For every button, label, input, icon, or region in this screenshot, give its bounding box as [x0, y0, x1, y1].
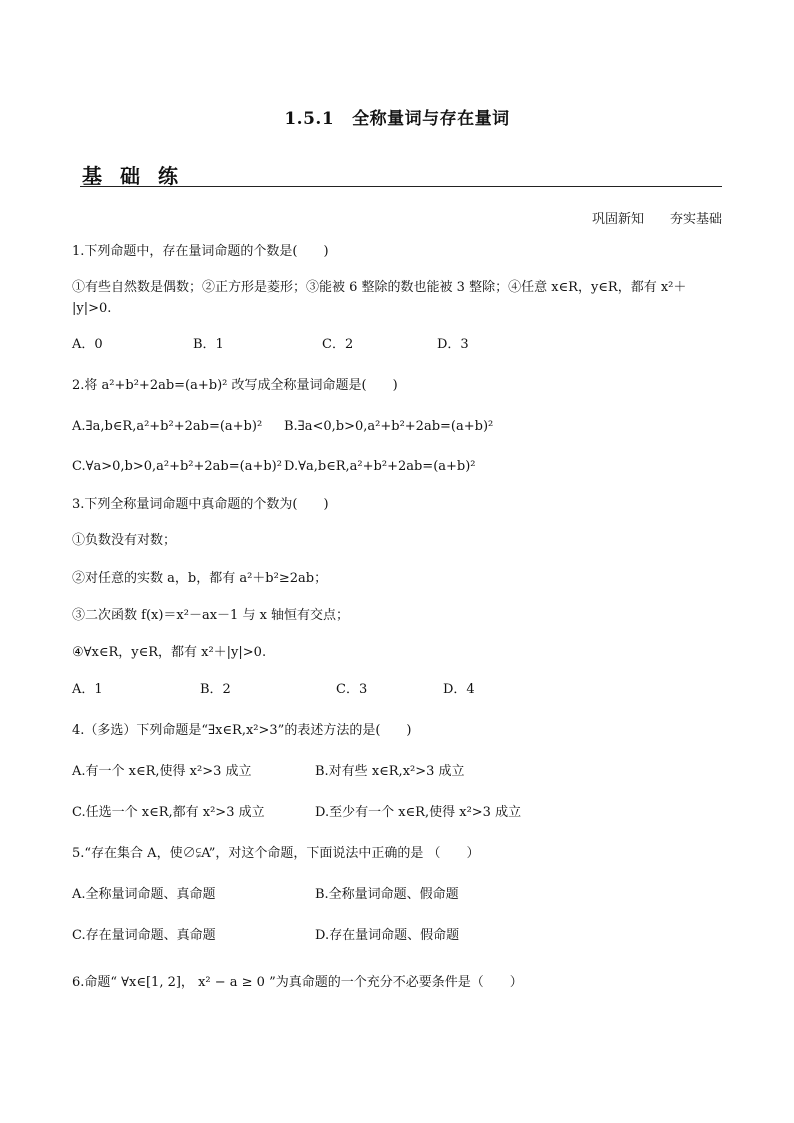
- q4-option-c: C.任选一个 x∈R,都有 x²>3 成立: [72, 805, 265, 820]
- page-title: [0, 104, 794, 129]
- q3-item-2: ②对任意的实数 a，b，都有 a²＋b²≥2ab；: [72, 571, 328, 586]
- q4-stem: 4.（多选）下列命题是“∃x∈R,x²>3”的表述方法的是( ): [72, 723, 412, 738]
- q3-option-a: A．1: [72, 682, 103, 697]
- q4-option-d: D.至少有一个 x∈R,使得 x²>3 成立: [315, 805, 522, 820]
- q2-option-a: A.∃a,b∈R,a²+b²+2ab=(a+b)²: [72, 419, 263, 434]
- q1-option-c: C．2: [322, 337, 354, 352]
- tagline: [566, 208, 722, 227]
- q2-option-b: B.∃a<0,b>0,a²+b²+2ab=(a+b)²: [284, 419, 494, 434]
- q3-item-3: ③二次函数 f(x)＝x²－ax－1 与 x 轴恒有交点；: [72, 608, 350, 623]
- q2-stem: 2.将 a²+b²+2ab=(a+b)² 改写成全称量词命题是( ): [72, 378, 398, 393]
- q3-option-d: D．4: [443, 682, 475, 697]
- lesson-number: 1.5.1: [284, 109, 335, 129]
- q2-option-c: C.∀a>0,b>0,a²+b²+2ab=(a+b)²: [72, 459, 282, 474]
- tag-foundation: 夯实基础: [669, 212, 722, 227]
- q3-item-1: ①负数没有对数；: [72, 533, 177, 548]
- q1-statements-line1: ①有些自然数是偶数；②正方形是菱形；③能被 6 整除的数也能被 3 整除；④任意 x∈R，y∈R，都有 x²＋: [72, 280, 687, 295]
- q6-stem: 6.命题“ ∀x∈[1, 2]， x² − a ≥ 0 ”为真命题的一个充分不必要条件是（ ）: [72, 975, 523, 990]
- q3-item-4: ④∀x∈R，y∈R，都有 x²＋|y|>0.: [72, 645, 267, 660]
- q5-option-d: D.存在量词命题、假命题: [315, 928, 460, 943]
- q5-option-c: C.存在量词命题、真命题: [72, 928, 216, 943]
- q4-option-b: B.对有些 x∈R,x²>3 成立: [315, 764, 465, 779]
- section-title: 基础练: [82, 164, 196, 188]
- q3-stem: 3.下列全称量词命题中真命题的个数为( ): [72, 497, 329, 512]
- lesson-title: 全称量词与存在量词: [352, 109, 510, 129]
- q1-stem: 1.下列命题中，存在量词命题的个数是( ): [72, 244, 329, 259]
- q4-option-a: A.有一个 x∈R,使得 x²>3 成立: [72, 764, 252, 779]
- q1-option-d: D．3: [437, 337, 469, 352]
- tag-consolidate: 巩固新知: [591, 212, 644, 227]
- q2-option-d: D.∀a,b∈R,a²+b²+2ab=(a+b)²: [284, 459, 476, 474]
- section-header: [80, 160, 722, 187]
- q1-option-b: B．1: [193, 337, 224, 352]
- q3-option-c: C．3: [336, 682, 368, 697]
- q3-option-b: B．2: [200, 682, 231, 697]
- q1-statements-line2: |y|>0.: [72, 301, 112, 316]
- q1-option-a: A．0: [72, 337, 103, 352]
- q5-option-a: A.全称量词命题、真命题: [72, 887, 216, 902]
- q5-stem: 5.“存在集合 A，使∅⫋A”，对这个命题，下面说法中正确的是 （ ）: [72, 846, 480, 861]
- q5-option-b: B.全称量词命题、假命题: [315, 887, 459, 902]
